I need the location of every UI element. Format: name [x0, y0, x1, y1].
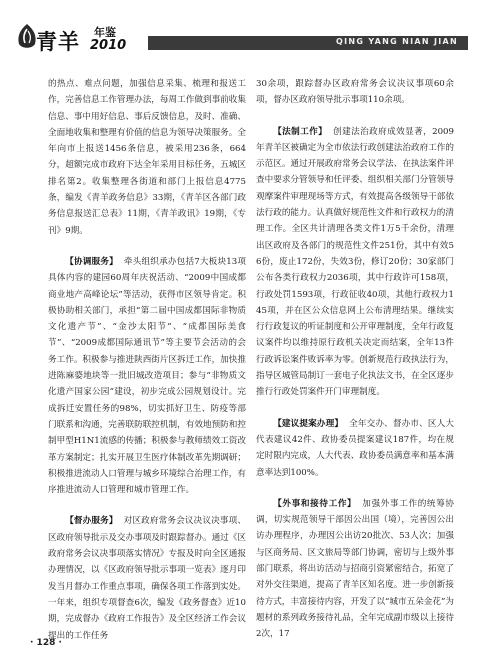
section-tag: 【外事和接待工作】 [273, 498, 357, 509]
right-intro-paragraph: 30余项，跟踪督办区政府常务会议决议事项60余项，督办区政府领导批示事项110余项。 [256, 79, 454, 106]
left-intro-paragraph: 的热点、难点问题，加强信息采集、梳理和报送工作，完善信息工作管理办法，每周工作做到事前收集信息、事中用好信息、事后反馈信息，及时、准确、全面地收集和整理有价值的信息为领导决策服务。全年向市上报送1456条信息，被采用236条，664分，超额完成市政府下达全年采用目标任务，五城区排名第2。收集整理各街道和部门上报信息4775条，编发《青羊政务信息》33期，《青羊区各部门政务信息报送汇总表》11期，《青羊政讯》19期，《专刊》9期。 [48, 79, 246, 236]
foreign-affairs-section [256, 496, 454, 643]
section-text: 创建法治政府成效显著，2009年青羊区被确定为全市依法行政创建法治政府工作的示范区。通过开展政府常务会议学法、在执法案件评查中要求分管领导和任评委、组织相关部门分管领导观摩案件审理现场等方式，有效提高各级领导干部依法行政的能力。认真做好规范性文件和行政权力的清理工作。全区共计清理各类文件1万5千余份，清理出区政府及各部门的规范性文件251份，其中有效56份，废止172份，失效3份，修订20份；30家部门公布各类行政权力2036项，其中行政许可158项，行政处罚1593项，行政征收40项，其他行政权力145项，并在区公众信息网上公布清理结果。继续实行行政复议的听证制度和公开审理制度，全年行政复议案件均以维持原行政机关决定而结案，全年13件行政诉讼案件败诉率为零。创新规范行政执法行为，指导区城管局制订一套电子化执法文书，在全区逐步推行行政处罚案件开门审理制度。 [256, 126, 454, 398]
page-header [0, 0, 480, 64]
supervision-section [48, 513, 246, 643]
section-tag: 【建议提案办理】 [273, 418, 344, 429]
page-number: · 128 · [30, 638, 62, 648]
right-column [256, 76, 454, 643]
section-text: 牵头组织承办包括7大板块13项具体内容的建园60周年庆祝活动、“2009中国成都商业地产高峰论坛”等活动，获得市区领导肯定。积极协助相关部门，承担“第二届中国成都国际非物质文化遗产节”、“金沙太阳节”、“成都国际美食节”、“2009成都国际通讯节”等主要节会活动的会务工作。积极参与推进陕西街片区拆迁工作，加快推进陈麻婆地块等一批旧城改造项目；参与“非物质文化遗产国家公园”建设，初步完成公园规划设计。完成拆迁安置任务的98%，切实抓好卫生、防疫等部门联系和沟通，完善联防联控机制，有效地预防和控制甲型H1N1流感的传播；积极参与教师绩效工资改革方案制定；扎实开展卫生医疗体制改革先期调研；积极推进流动人口管理与城乡环境综合治理工作，有序推进流动人口管理和城市管理工作。 [48, 256, 246, 496]
section-text: 加强外事工作的统筹协调，切实规范领导干部因公出国（境），完善因公出访办理程序，办理因公出访20批次、53人次；加强与区商务局、区文旅局等部门协调，密切与上级外事部门联系，将出访活动与招商引资紧密结合，拓宽了对外交往渠道，提高了青羊区知名度。进一步创新接待方式，丰富接待内容，开发了以“城市五朵金花”为题材的系列政务接待礼品，全年完成副市级以上接待2次，17 [256, 498, 454, 640]
running-title: QING YANG NIAN JIAN [336, 37, 458, 46]
section-tag: 【法制工作】 [273, 126, 328, 137]
proposals-section [256, 416, 454, 481]
section-text: 全年交办、督办市、区人大代表建议42件、政协委员提案建议187件，均在规定时限内完成，人大代表、政协委员满意率和基本满意率达到100%。 [256, 418, 454, 478]
brand-year: 2010 [90, 38, 127, 53]
section-text: 对区政府常务会议决议决事项、区政府领导批示及交办事项及时跟踪督办。通过《区政府常务会议决事项落实情况》专报及时向全区通报办理情况，以《区政府领导批示事项一览表》逐月印发当月督办工作重点事项，确保各项工作落到实处。一年来，组织专项督查6次，编发《政务督查》近10期，完成督办《政府工作报告》及全区经济工作会议提出的工作任务 [48, 516, 246, 641]
section-tag: 【协调服务】 [65, 256, 118, 267]
coordination-section [48, 254, 246, 498]
legal-section [256, 124, 454, 401]
brand-name: 青羊 [36, 29, 80, 54]
brand-logo-block [14, 14, 154, 58]
brand-yearbook-label: 年鉴 [94, 26, 116, 39]
left-column [48, 76, 246, 644]
running-title-bar [148, 36, 468, 50]
section-tag: 【督办服务】 [65, 516, 118, 527]
